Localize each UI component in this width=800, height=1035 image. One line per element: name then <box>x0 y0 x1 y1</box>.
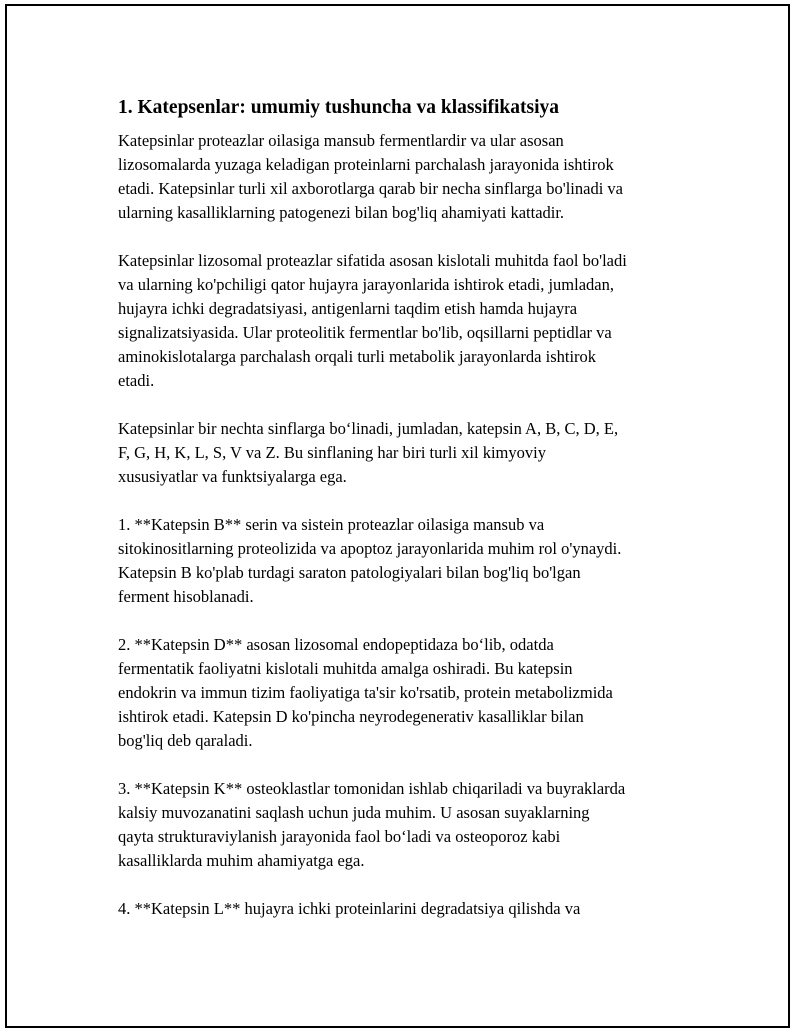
paragraph-intro: Katepsinlar proteazlar oilasiga mansub fermentlardir va ular asosan lizosomalarda yuzaga keladigan proteinlarni parchalash jarayonida ishtirok etadi. Katepsinlar turli xil axborotlarga qarab bir necha sinflarga bo'linadi va ularning kasalliklarning patogenezi bilan bog'liq ahamiyati kattadir. <box>118 131 623 222</box>
list-item-katepsin-l: 4. **Katepsin L** hujayra ichki proteinlarini degradatsiya qilishda va <box>118 899 581 918</box>
paragraph-classes: Katepsinlar bir nechta sinflarga bo‘linadi, jumladan, katepsin A, B, C, D, E, F, G, H, K, L, S, V va Z. Bu sinflaning har biri turli xil kimyoviy xususiyatlar va funktsiyalarga ega. <box>118 419 619 486</box>
list-item-katepsin-k: 3. **Katepsin K** osteoklastlar tomonidan ishlab chiqariladi va buyraklarda kalsiy muvozanatini saqlash uchun juda muhim. U asosan suyaklarning qayta strukturaviylanish jarayonida faol bo‘ladi va osteoporoz kabi kasalliklarda muhim ahamiyatga ega. <box>118 779 626 870</box>
section-heading: 1. Katepsenlar: umumiy tushuncha va klassifikatsiya <box>118 97 559 118</box>
paragraph-lysosomal-proteases: Katepsinlar lizosomal proteazlar sifatida asosan kislotali muhitda faol bo'ladi va ularning ko'pchiligi qator hujayra jarayonlarida ishtirok etadi, jumladan, hujayra ichki degradatsiyasi, antigenlarni taqdim etish hamda hujayra signalizatsiyasida. Ular proteolitik fermentlar bo'lib, oqsillarni peptidlar va aminokislotalarga parchalash orqali turli metabolik jarayonlarda ishtirok etadi. <box>118 251 627 390</box>
list-item-katepsin-d: 2. **Katepsin D** asosan lizosomal endopeptidaza bo‘lib, odatda fermentatik faoliyatni kislotali muhitda amalga oshiradi. Bu katepsin endokrin va immun tizim faoliyatiga ta'sir ko'rsatib, protein metabolizmida ishtirok etadi. Katepsin D ko'pincha neyrodegenerativ kasalliklar bilan bog'liq deb qaraladi. <box>118 635 613 750</box>
list-item-katepsin-b: 1. **Katepsin B** serin va sistein proteazlar oilasiga mansub va sitokinositlarning proteolizida va apoptoz jarayonlarida muhim rol o'ynaydi. Katepsin B ko'plab turdagi saraton patologiyalari bilan bog'liq bo'lgan ferment hisoblanadi. <box>118 515 622 606</box>
document-body <box>118 95 698 945</box>
